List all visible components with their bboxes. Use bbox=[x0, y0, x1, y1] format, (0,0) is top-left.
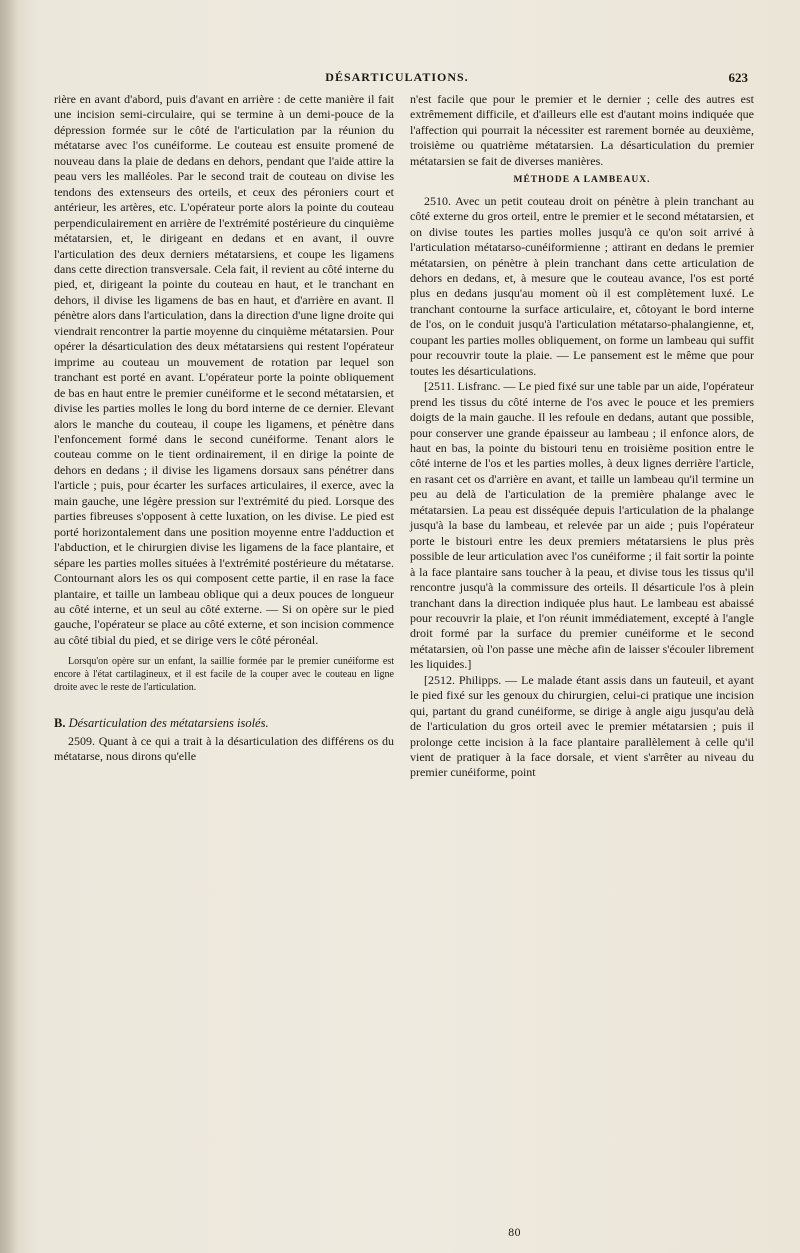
running-title: DÉSARTICULATIONS. bbox=[325, 70, 469, 84]
paragraph-2509: 2509. Quant à ce qui a trait à la désarticulation des différens os du métatarse, nous dirons qu'elle bbox=[54, 733, 394, 763]
paragraph-continuation-right: n'est facile que pour le premier et le dernier ; celle des autres est extrêmement difficile, et d'ailleurs elle est d'autant moins indiquée que l'affection qui pourrait la nécessiter est rarement bornée au deuxième, troisième ou quatrième métatarsien. La désarticulation du premier métatarsien se fait de diverses manières. bbox=[410, 92, 754, 168]
binding-shadow bbox=[0, 0, 18, 1253]
paragraph-2512: [2512. Philipps. — Le malade étant assis dans un fauteuil, et ayant le pied fixé sur les genoux du chirurgien, celui-ci pratique une incision qui, partant du grand cunéiforme, se dirige à angle aigu jusqu'au delà de l'articulation du gros orteil avec le premier métatarsien ; puis il prolonge cette incision à la face plantaire parallèlement à celle qu'il vient de pratiquer à la face dorsale, et vient s'arrêter au niveau du premier cunéiforme, point bbox=[410, 672, 754, 780]
section-title: Désarticulation des métatarsiens isolés. bbox=[68, 716, 269, 731]
paragraph-continuation: rière en avant d'abord, puis d'avant en arrière : de cette manière il fait une incision semi-circulaire, qui se termine à un demi-pouce de la dépression formée sur le côté de l'articulation par la réunion du métatarse avec l'os cunéiforme. Le couteau est ensuite promené de nouveau dans la plaie de dedans en dehors, pendant que l'aide attire la peau vers les malléoles. Par le second trait de couteau on divise les tendons des extenseurs des orteils, et ceux des péroniers court et antérieur, les artères, etc. L'opérateur porte alors la pointe du couteau perpendiculairement en arrière de l'extrémité postérieure du cinquième métatarsien, et, le dirigeant en dedans et en avant, il ouvre l'articulation des deux derniers métatarsiens, et coupe les ligamens dans cette direction transversale. Cela fait, il revient au côté interne du pied, et, dirigeant la pointe du couteau en haut, et le tranchant en dehors, il divise les ligamens de bas en haut, et d'arrière en avant. Il pénètre alors dans l'articulation, dans la direction d'une ligne droite qui viendrait rencontrer la partie moyenne du cinquième métatarsien. Pour opérer la désarticulation des deux métatarsiens qui restent l'opérateur imprime au couteau un mouvement de rotation par lequel son tranchant est porté en avant. L'opérateur porte la pointe obliquement de bas en haut entre le premier cunéiforme et le second métatarsien, et divise les parties molles le long du bord interne de ce dernier. Elevant alors le manche du couteau, il coupe les ligamens, et pénètre dans l'enfoncement formé dans le second cunéiforme. Tenant alors le couteau comme on le tient ordinairement, il en dirige la pointe de dehors en dedans ; il divise les ligamens dorsaux sans pénétrer dans l'article ; puis, pour écarter les surfaces articulaires, il exerce, avec la main gauche, une légère pression sur l'extrémité du pied. Lorsque des parties fibreuses s'opposent à cette luxation, on les divise. Le pied est porté horizontalement dans une position moyenne entre l'adduction et l'abduction, et le chirurgien divise les ligamens de la face plantaire, et sépare les parties molles situées à l'extrémité postérieure du métatarse. Contournant alors les os qui composent cette partie, il en rase la face plantaire, et taille un lambeau oblique qui a deux pouces de longueur au côté interne, et un seul au côté externe. — Si on opère sur le pied gauche, l'opérateur se place au côté externe, et son incision commence au côté tibial du pied, et se dirige vers le côté péronéal. bbox=[54, 92, 394, 647]
page-number: 623 bbox=[728, 70, 748, 85]
footnote: Lorsqu'on opère sur un enfant, la saillie formée par le premier cunéiforme est encore à l'état cartilagineux, et il est facile de la couper avec le couteau en ligne droite avec le reste de l'articulation. bbox=[54, 656, 394, 693]
right-column bbox=[410, 92, 754, 781]
section-label: B. bbox=[54, 716, 66, 731]
signature-mark-text: 80 bbox=[508, 1228, 521, 1239]
section-heading bbox=[54, 716, 394, 731]
method-heading: MÉTHODE A LAMBEAUX. bbox=[513, 175, 651, 186]
signature-mark bbox=[508, 1228, 521, 1239]
running-head bbox=[0, 70, 800, 90]
paragraph-2511: [2511. Lisfranc. — Le pied fixé sur une table par un aide, l'opérateur prend les tissus du côté interne de l'os avec le pouce et les premiers doigts de la main gauche. Il les refoule en dedans, autant que possible, pour conserver une grande épaisseur au lambeau ; il enfonce alors, de haut en bas, la pointe du bistouri tenu en troisième position entre le côté interne de l'os et les parties molles, à deux lignes derrière l'article, en rasant cet os d'arrière en avant, et taille un lambeau qu'il termine un peu au delà de l'articulation de la première phalange avec le métatarsien. La peau est disséquée depuis l'articulation de la phalange jusqu'à la base du lambeau, et relevée par un aide ; puis l'opérateur porte le bistouri entre les deux premiers métatarsiens le plus près possible de leur articulation avec l'os cunéiforme ; il fait sortir la pointe à la face plantaire sans toucher à la peau, et divise tous les tissus qu'il rencontre jusqu'à la commissure des orteils. Il désarticule l'os à plein tranchant dans la direction indiquée plus haut. Le lambeau est abaissé pour recouvrir la plaie, et l'on réunit immédiatement, excepté à l'angle droit formé par la surface du premier cunéiforme et le second métatarsien, où l'on passe une mèche afin de laisser s'écouler librement les liquides.] bbox=[410, 379, 754, 672]
paragraph-2510: 2510. Avec un petit couteau droit on pénètre à plein tranchant au côté externe du gros orteil, entre le premier et le second métatarsien, et on divise toutes les parties molles jusqu'à ce qu'on soit arrivé à l'articulation métatarso-cunéiformienne ; attirant en dedans le premier métatarsien, on pénètre à plein tranchant dans cette articulation de dehors en dedans, et, à mesure que le couteau avance, l'os est porté plus en dedans jusqu'au moment où il est complètement luxé. Le tranchant contourne la surface articulaire, et, côtoyant le bord interne de l'os, on le conduit jusqu'à l'articulation métatarso-phalangienne, et, coupant les parties molles obliquement, on forme un lambeau qui suffit pour recouvrir toute la plaie. — Le pansement est le même que pour toutes les désarticulations. bbox=[410, 193, 754, 378]
left-column bbox=[54, 92, 394, 764]
